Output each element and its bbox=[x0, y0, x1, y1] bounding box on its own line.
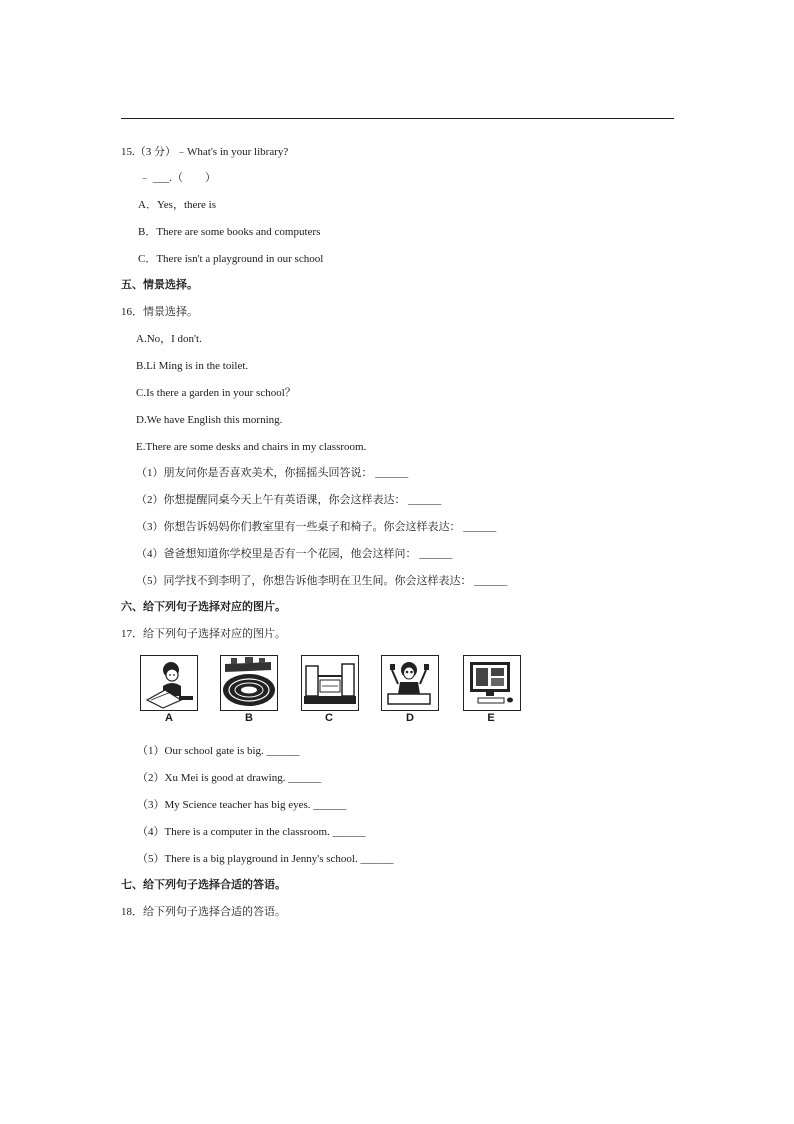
picture-label-e: E bbox=[487, 712, 495, 724]
picture-label-a: A bbox=[165, 712, 173, 724]
header-rule bbox=[121, 118, 674, 119]
q17-item-4: （4）There is a computer in the classroom. ______ bbox=[137, 826, 366, 838]
q16-option-d: D.We have English this morning. bbox=[136, 414, 283, 426]
picture-label-b: B bbox=[245, 712, 253, 724]
picture-b-playground bbox=[220, 655, 278, 711]
q15-blank: ﹣ ___.（ ） bbox=[139, 172, 216, 184]
q16-item-5: （5）同学找不到李明了，你想告诉他李明在卫生间。你会这样表达： ______ bbox=[136, 575, 508, 587]
picture-a-girl-drawing bbox=[140, 655, 198, 711]
q16-item-3: （3）你想告诉妈妈你们教室里有一些桌子和椅子。你会这样表达： ______ bbox=[136, 521, 497, 533]
picture-label-d: D bbox=[406, 712, 414, 724]
q16-option-a: A.No，I don't. bbox=[136, 333, 202, 345]
q16-option-c: C.Is there a garden in your school？ bbox=[136, 387, 296, 399]
q16-title: 16．情景选择。 bbox=[121, 306, 198, 318]
picture-label-c: C bbox=[325, 712, 333, 724]
q16-item-1: （1）朋友问你是否喜欢美术，你摇摇头回答说： ______ bbox=[136, 467, 409, 479]
section-5-heading: 五、情景选择。 bbox=[121, 279, 198, 291]
q17-item-3: （3）My Science teacher has big eyes. ______ bbox=[137, 799, 347, 811]
q15-stem: 15.（3 分）﹣What's in your library? bbox=[121, 146, 289, 158]
q17-item-2: （2）Xu Mei is good at drawing. ______ bbox=[137, 772, 322, 784]
section-7-heading: 七、给下列句子选择合适的答语。 bbox=[121, 879, 286, 891]
q17-title: 17．给下列句子选择对应的图片。 bbox=[121, 628, 286, 640]
q16-item-2: （2）你想提醒同桌今天上午有英语课，你会这样表达： ______ bbox=[136, 494, 442, 506]
q18-title: 18．给下列句子选择合适的答语。 bbox=[121, 906, 286, 918]
q15-option-c: C．There isn't a playground in our school bbox=[138, 253, 324, 265]
picture-c-school-gate bbox=[301, 655, 359, 711]
q16-item-4: （4）爸爸想知道你学校里是否有一个花园，他会这样问： ______ bbox=[136, 548, 453, 560]
q17-item-5: （5）There is a big playground in Jenny's school. ______ bbox=[137, 853, 394, 865]
q15-option-a: A．Yes，there is bbox=[138, 199, 217, 211]
picture-d-teacher bbox=[381, 655, 439, 711]
q15-option-b: B．There are some books and computers bbox=[138, 226, 321, 238]
q16-option-e: E.There are some desks and chairs in my classroom. bbox=[136, 441, 367, 453]
q16-option-b: B.Li Ming is in the toilet. bbox=[136, 360, 249, 372]
q17-item-1: （1）Our school gate is big. ______ bbox=[137, 745, 300, 757]
picture-e-computer bbox=[463, 655, 521, 711]
section-6-heading: 六、给下列句子选择对应的图片。 bbox=[121, 601, 286, 613]
